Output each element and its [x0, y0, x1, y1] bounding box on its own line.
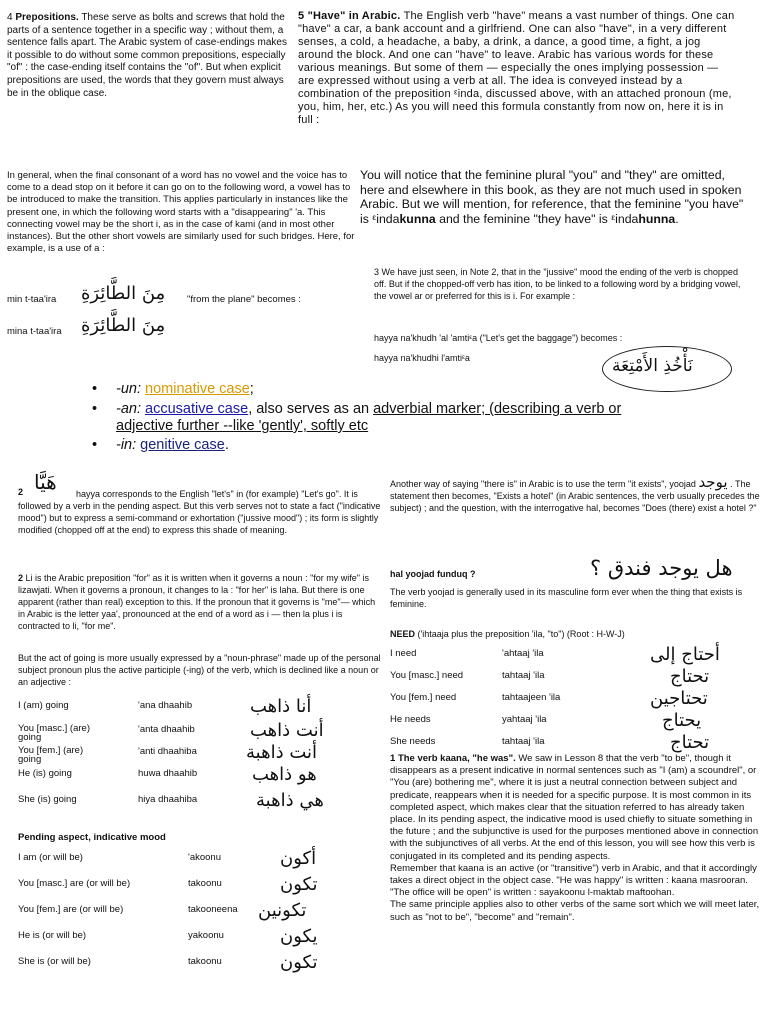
yoojad-note: The verb yoojad is generally used in its masculine form ever when the thing that exists is feminine. [390, 587, 743, 609]
table-row: You [fem.] (are) going 'anti dhaahiba أنت ذاهبة [18, 742, 317, 765]
need-heading: NEED ('ihtaaja plus the preposition 'ila, "to") (Root : H-W-J) [390, 629, 625, 639]
note-2-li: 2 Li is the Arabic preposition "for" as it is written when it governs a noun : "for my wife" is lizawjati. When it governs a pronoun, it changes to la : "for her" is laha. But there is one apparent (rather than real) exception to this. If the pronoun that it governs is "me"— which in Arabic is the letter yaa', pronounced at the end of a word as i — then la plus i is contracted to li, "for me". [18, 573, 376, 631]
example-1-translit: min t-taa'ira [7, 294, 57, 305]
pending-aspect-title: Pending aspect, indicative mood [18, 832, 166, 843]
kaana-title: The verb kaana, "he was". [397, 753, 516, 764]
note-5-heading: "Have" in Arabic. [307, 10, 401, 22]
nominative-case-link[interactable]: nominative case [145, 381, 250, 397]
note-5-number: 5 [298, 10, 305, 22]
hayya-arabic: هَيَّا [34, 470, 57, 494]
table-row: You [fem.] need tahtaajeen 'ila تحتاجين [390, 688, 708, 709]
note-3-text: 3 We have just seen, in Note 2, that in the "jussive" mood the ending of the verb is chopped off. But if the chopped-off verb has ition, to be linked to a following word by a bridging vowel, the vowel ar or preferred for this is i. For example : [374, 267, 741, 301]
feminine-plural-section: You will notice that the feminine plural "you" and "they" are omitted, here and elsewhere in this book, as they are not much used in spoken Arabic. But we will mention, for reference, that the feminine "you have" is ᵋindakunna and the feminine "they have" is ᵋindahunna. 3 We have just seen, in Note 2, that in the "jussive" mood the ending of the verb is chopped off. But if the chopped-off verb has ition, to be linked to a following word by a bridging vowel, the vowel ar or preferred for this is i. For example : hayya na'khudh 'al 'amtiᵋa ("Let's get the baggage") becomes : hayya na'khudhi l'amtiᵋa [360, 168, 744, 363]
question-line: hal yoojad funduq ? هل يوجد فندق ؟ [390, 556, 733, 580]
adverbial-marker-link[interactable]: adverbial marker; (describing a verb or adjective further --like 'gently', softly etc [116, 401, 622, 434]
lower-left-column [18, 470, 383, 990]
example-1-arabic: مِنَ الطَّائِرَةِ [81, 283, 166, 304]
table-row: I am (or will be) 'akoonu أكون [18, 848, 317, 869]
note-2-hayya: 2 هَيَّا hayya corresponds to the English "let's" in (for example) "Let's go". It is followed by a verb in the pending aspect. But this verb serves not to state a fact ("indicative mood") but to express a semi-command or exhortation ("jussive mood") ; its form is slightly modified (chopped off at the end) to express this shade of meaning. [18, 470, 381, 535]
exists-paragraph: Another way of saying "there is" in Arabic is to use the term "it exists", yoojad يوجد . The statement then becomes, "Exists a hotel" (in Arabic sentences, the verb usually precedes the subject) ; and the question, with the interrogative hal, becomes "Does (there) exist a hotel ?" [390, 473, 760, 513]
note-3-example-1: hayya na'khudh 'al 'amtiᵋa ("Let's get the baggage") becomes : [374, 333, 623, 343]
feminine-text-1: You will notice that the feminine plural "you" and "they" are omitted, here and elsewhere in this book, as they are not much used in spoken Arabic. But we will mention, for reference, that the feminine "you have" is ᵋinda [360, 168, 744, 226]
example-2-arabic: مِنَ الطَّائِرَةِ [81, 315, 166, 336]
note-4-text: These serve as bolts and screws that hold the parts of a sentence together in a specific way ; without them, a sentence falls apart. The Arabic system of case-endings makes it possible to do without some common prepositions, especially "of" : the case-ending itself contains the "of". But when explicit prepositions are used, the words that they govern must always be in the oblique case. [7, 12, 287, 99]
table-row: You [fem.] are (or will be) takooneena تكونين [18, 900, 307, 921]
note-4-heading: Prepositions. [15, 12, 79, 23]
table-row: You [masc.] (are) going 'anta dhaahib أنت ذاهب [18, 720, 324, 743]
feminine-text-1-bold: kunna [399, 211, 436, 226]
accusative-case-link[interactable]: accusative case [145, 401, 249, 417]
note-3-example-2: hayya na'khudhi l'amtiᵋa [374, 353, 470, 363]
note-4-number: 4 [7, 12, 13, 23]
arabic-example-oval-text: نَأْخُذِ الأَمْتِعَة [612, 356, 693, 376]
bridging-vowel-text: In general, when the final consonant of a word has no vowel and the voice has to come to a dead stop on it before it can go on to the following word, a vowel has to be introduced to make the transition. This applies particularly in instances like the present one, in which the following word starts with a "disappearing" 'a. This connecting vowel may be the short i, as in the case of kami (and in most other instances). But the other short vowels are similarly used for such bridges. Here, for example, is a use of a : [7, 170, 355, 255]
bridging-vowel-section [7, 170, 357, 350]
same-principle-paragraph: The same principle applies also to other verbs of the same sort which we will meet later, such as "not to be", "become" and "remain". [390, 899, 760, 923]
question-arabic: هل يوجد فندق ؟ [590, 556, 733, 580]
table-row: I (am) going 'ana dhaahib أنا ذاهب [18, 696, 312, 717]
lower-right-column [390, 470, 762, 1020]
going-table [18, 698, 383, 818]
table-row: He needs yahtaaj 'ila يحتاج [390, 710, 702, 731]
example-1-tail: "from the plane" becomes : [187, 294, 301, 305]
genitive-case-link[interactable]: genitive case [140, 437, 225, 453]
table-row: She needs tahtaaj 'ila تحتاج [390, 732, 710, 753]
feminine-text-2-bold: hunna [638, 211, 676, 226]
table-row: You [masc.] need tahtaaj 'ila تحتاج [390, 666, 710, 687]
table-row: You [masc.] are (or will be) takoonu تكون [18, 874, 318, 895]
note-1-kaana: 1 The verb kaana, "he was". We saw in Lesson 8 that the verb "to be", though it disappears as a present indicative in normal sentences such as "I (am) a scoundrel", or "You (are) bothering me", where it is just a neutral connection between subject and predicate, reappears when it is needed for a specific purpose. It is most common in its completed aspect, which makes clear that the situation referred to has already taken place. In its pending aspect, the indicative mood is used chiefly to situate something in the future ; and the subjunctive is used for the purposes mentioned above in connection with the subjunctives of all verbs. At the end of this lesson, you will see how this verb is conjugated in its completed and its pending aspects. Remember that kaana is an active (or "transitive") verb in Arabic, and that it accordingly takes a direct object in the object case. "He was happy" is written : kaana masrooran. "The office will be open" is written : sayakoonu l-maktab maftoohan. The same principle applies also to other verbs of the same sort which we will meet later, such as "not to be", "become" and "remain". [390, 753, 762, 1013]
feminine-text-2: and the feminine "they have" is ᵋinda [439, 211, 639, 226]
need-table [390, 646, 762, 752]
note-4 [7, 12, 289, 124]
remember-paragraph: Remember that kaana is an active (or "transitive") verb in Arabic, and that it accordingly takes a direct object in the object case. "He was happy" is written : kaana masrooran. "The office will be open" is written : sayakoonu l-maktab maftoohan. [390, 862, 757, 899]
note-5-text: The English verb "have" means a vast number of things. One can "have" a car, a bank account and a girlfriend. One can also "have", in a very different senses, a cold, a headache, a baby, a drink, a dance, a good time, a fight, a jog around the block. And one can "have" to leave. Arabic has various words for these various meanings. But some of them — especially the ones implying possession — are expressed without using a verb at all. The idea is conveyed instead by a combination of the preposition ᵋinda, discussed above, with an attached pronoun (me, you, him, her, etc.) As you will need this formula constantly from now on, here it is in full : [298, 10, 735, 126]
table-row: She (is) going hiya dhaahiba هي ذاهبة [18, 790, 324, 811]
note-5 [298, 10, 738, 166]
table-row: He (is) going huwa dhaahib هو ذاهب [18, 764, 317, 785]
table-row: I need 'ahtaaj 'ila أحتاج إلى [390, 644, 720, 665]
going-intro: But the act of going is more usually expressed by a "noun-phrase" made up of the personal subject pronoun plus the active participle (-ing) of the verb, which is declined like a noun or an adjective : [18, 653, 381, 687]
example-2-translit: mina t-taa'ira [7, 326, 62, 337]
pending-table [18, 850, 383, 990]
yoojad-arabic: يوجد [698, 473, 728, 491]
table-row: He is (or will be) yakoonu يكون [18, 926, 318, 947]
table-row: She is (or will be) takoonu تكون [18, 952, 318, 973]
